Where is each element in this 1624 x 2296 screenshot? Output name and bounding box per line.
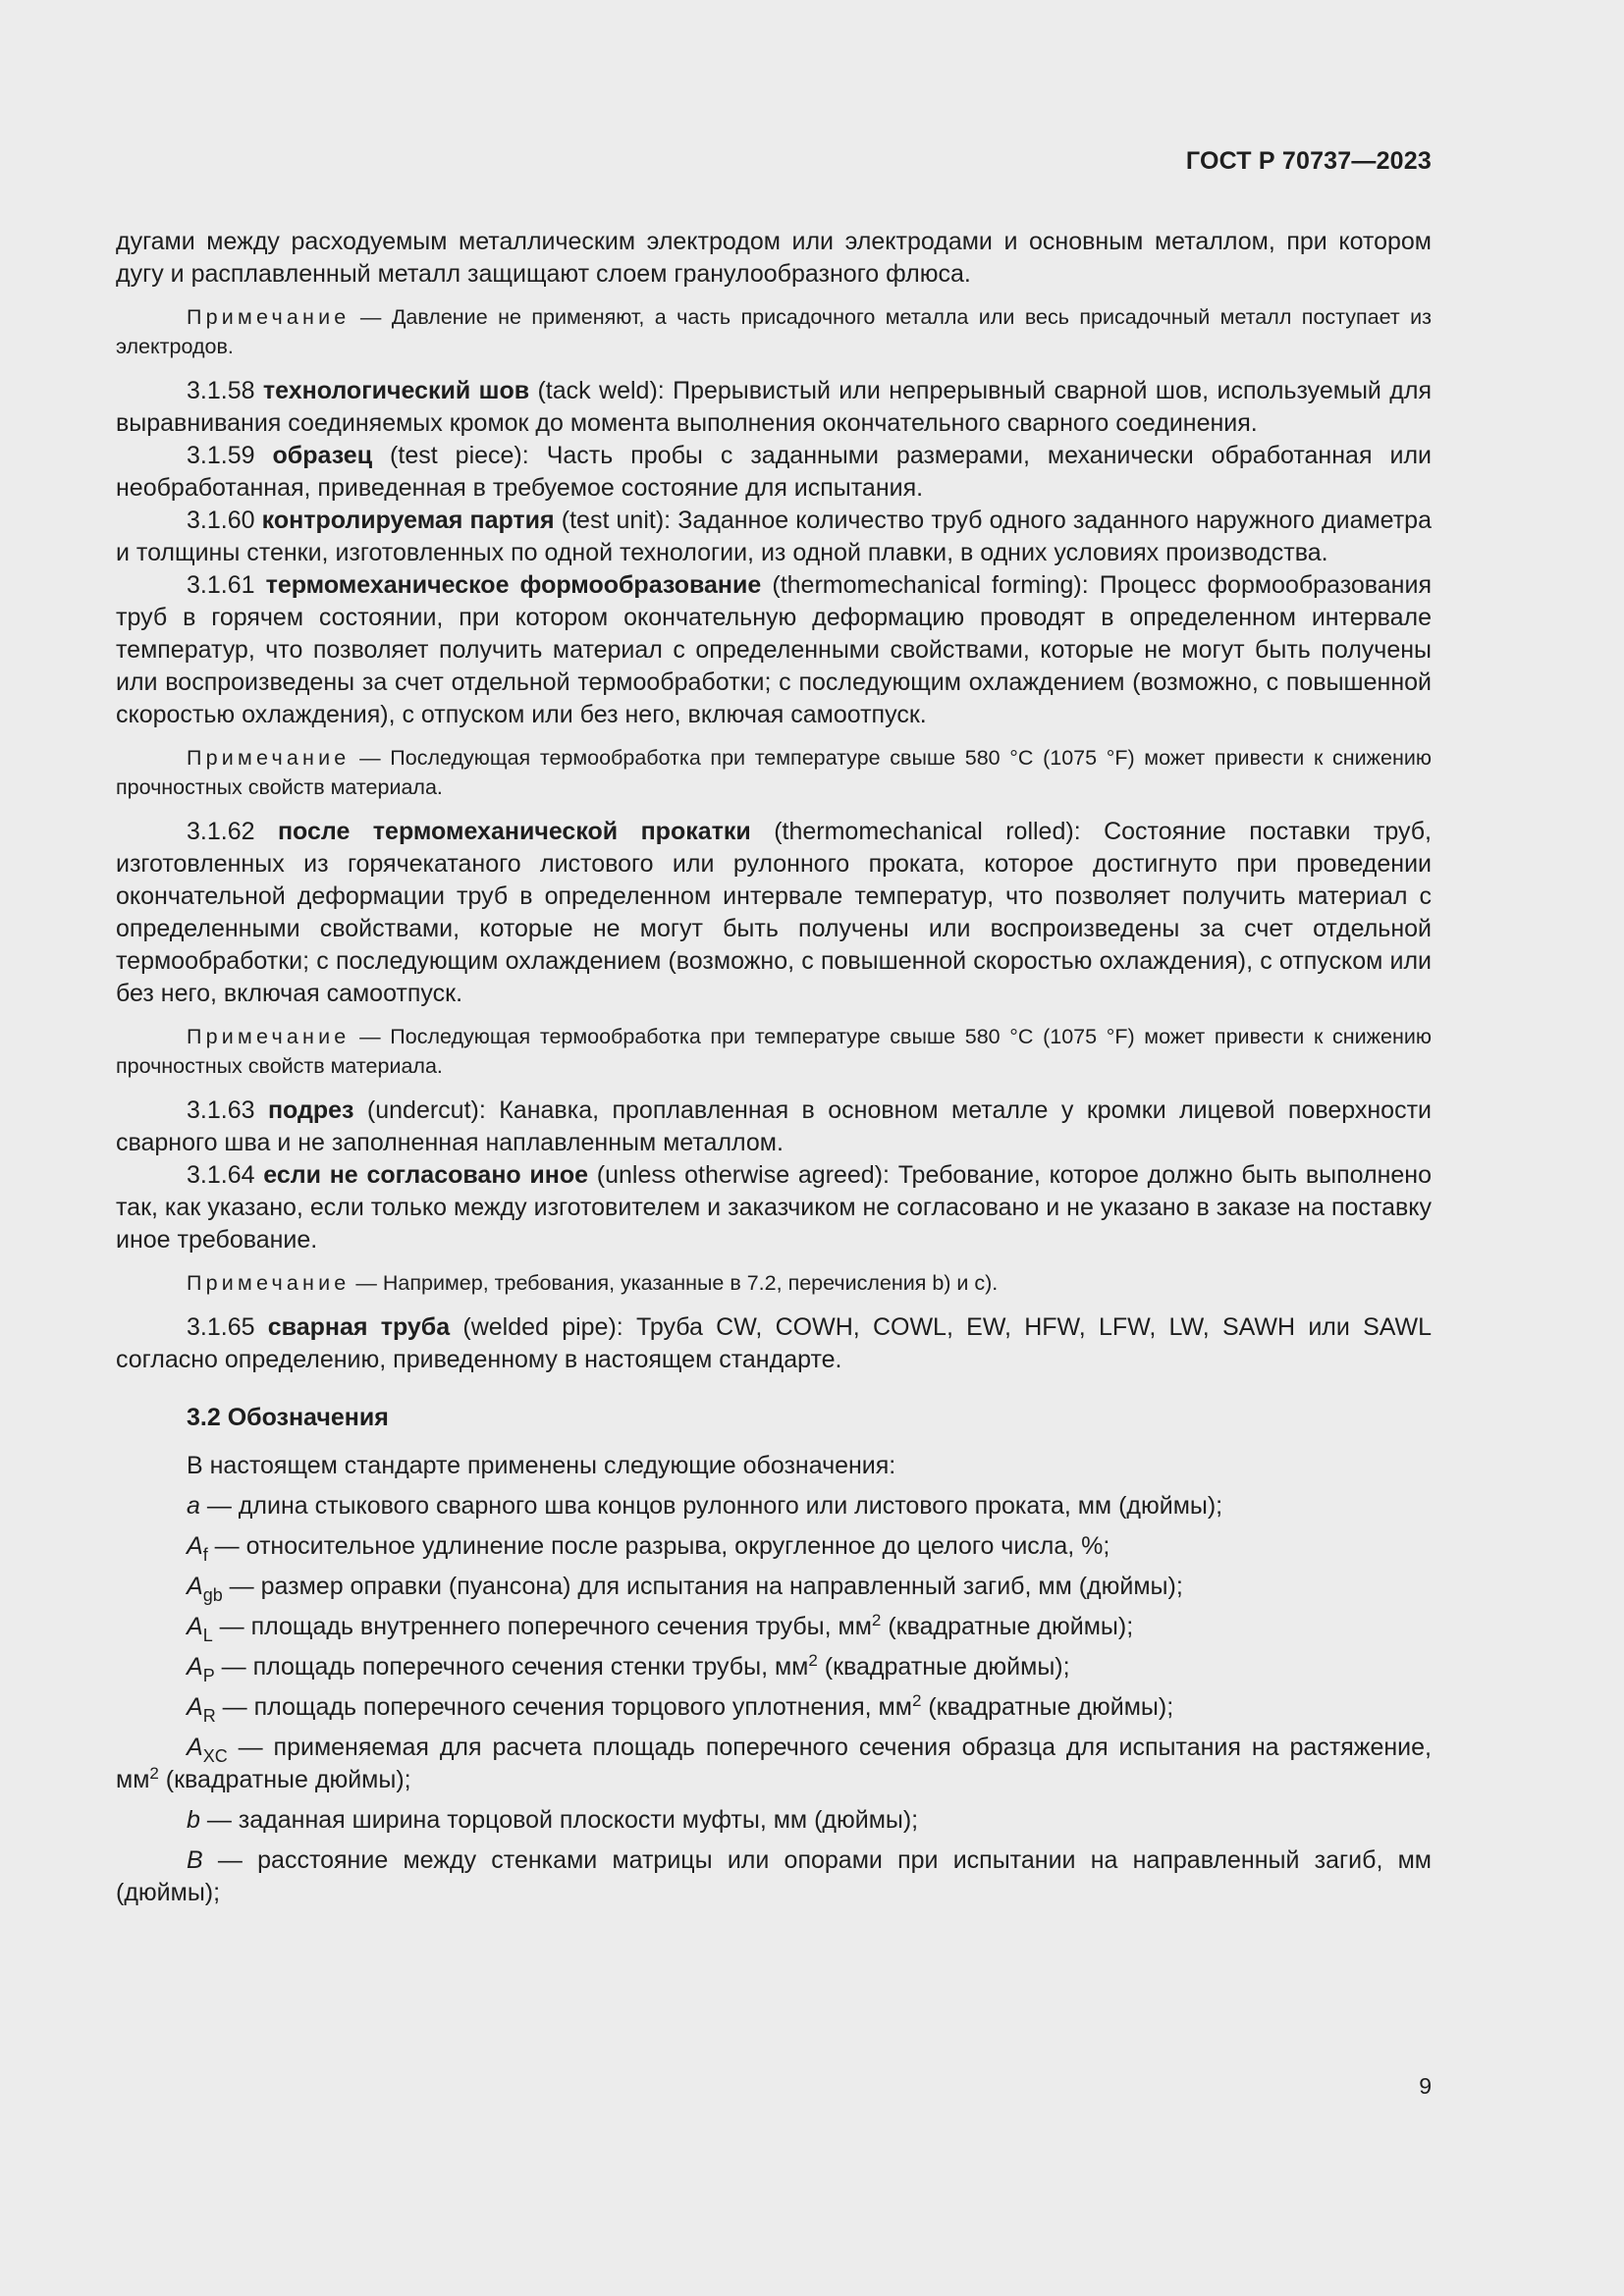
symbol-definition: — расстояние между стенками матрицы или опорами при испытании на направленный загиб, мм (дюймы); — [116, 1846, 1432, 1906]
symbol-definition: — площадь внутреннего поперечного сечения трубы, мм — [212, 1613, 872, 1640]
intro-continuation-text: дугами между расходуемым металлическим электродом или электродами и основным металлом, при котором дугу и расплавленный металл защищают слоем гранулообразного флюса. — [116, 228, 1432, 288]
page-content — [116, 226, 1432, 1909]
term-title: контролируемая партия — [261, 507, 555, 534]
symbol: a — [187, 1492, 200, 1520]
note-3 — [116, 1022, 1432, 1081]
symbol-definition-tail: (квадратные дюймы); — [921, 1693, 1174, 1721]
symbol-item — [116, 1691, 1432, 1724]
symbol-subscript: R — [202, 1706, 216, 1726]
symbol-superscript: 2 — [149, 1764, 159, 1783]
symbol-item — [116, 1571, 1432, 1603]
note-label: Примечание — [187, 1025, 351, 1048]
symbol-definition-tail: (квадратные дюймы); — [881, 1613, 1134, 1640]
section-heading: 3.2 Обозначения — [187, 1404, 389, 1431]
symbol-item — [116, 1804, 1432, 1837]
symbol: A — [187, 1573, 203, 1600]
note-dash: — — [350, 305, 392, 329]
document-page — [116, 0, 1432, 2296]
note-text: Последующая термообработка при температуре свыше 580 °С (1075 °F) может привести к снижению прочностных свойств материала. — [116, 1025, 1432, 1078]
symbol-item — [116, 1651, 1432, 1683]
symbol-definition-tail: (квадратные дюймы); — [158, 1766, 411, 1793]
term-definition: (unless otherwise agreed): Требование, которое должно быть выполнено так, как указано, если только между изготовителем и заказчиком не согласовано и не указано в заказе на поставку иное требование. — [116, 1161, 1432, 1254]
symbol-superscript: 2 — [808, 1651, 818, 1670]
symbol: A — [187, 1613, 203, 1640]
term-3-1-64 — [116, 1159, 1432, 1256]
term-title: технологический шов — [262, 377, 530, 404]
term-number: 3.1.63 — [187, 1096, 268, 1124]
term-number: 3.1.59 — [187, 442, 273, 469]
symbol-item — [116, 1611, 1432, 1643]
symbol-subscript: XC — [202, 1746, 228, 1766]
term-title: после термомеханической прокатки — [277, 818, 751, 845]
note-label: Примечание — [187, 1271, 351, 1295]
note-label: Примечание — [187, 305, 351, 329]
symbol-definition: — применяемая для расчета площадь поперечного сечения образца для испытания на растяжение, мм — [116, 1734, 1432, 1793]
term-3-1-60 — [116, 505, 1432, 569]
term-number: 3.1.62 — [187, 818, 278, 845]
symbol-subscript: L — [202, 1626, 213, 1645]
symbol: A — [187, 1734, 203, 1761]
symbol-subscript: P — [202, 1666, 215, 1685]
term-number: 3.1.61 — [187, 571, 266, 599]
term-definition: (undercut): Канавка, проплавленная в основном металле у кромки лицевой поверхности сварного шва и не заполненная наплавленным металлом. — [116, 1096, 1432, 1156]
symbol-item — [116, 1732, 1432, 1796]
term-definition: (test unit): Заданное количество труб одного заданного наружного диаметра и толщины стенки, изготовленных по одной технологии, из одной плавки, в одних условиях производства. — [116, 507, 1432, 566]
symbol-definition: — площадь поперечного сечения торцового уплотнения, мм — [215, 1693, 912, 1721]
term-3-1-65 — [116, 1311, 1432, 1376]
term-3-1-63 — [116, 1095, 1432, 1159]
document-number-header: ГОСТ Р 70737—2023 — [1185, 147, 1432, 175]
symbol-subscript: f — [202, 1545, 208, 1565]
term-definition: (thermomechanical forming): Процесс формообразования труб в горячем состоянии, при котором окончательную деформацию проводят в определенном интервале температур, что позволяет получить материал с определенными свойствами, которые не могут быть получены или воспроизведены за счет отдельной термообработки; с последующим охлаждением (возможно, с повышенной скоростью охлаждения), с отпуском или без него, включая самоотпуск. — [116, 571, 1432, 728]
symbol-definition: — длина стыкового сварного шва концов рулонного или листового проката, мм (дюймы); — [199, 1492, 1223, 1520]
symbol-subscript: gb — [202, 1585, 223, 1605]
term-3-1-62 — [116, 816, 1432, 1010]
term-title: подрез — [267, 1096, 354, 1124]
term-definition: (test piece): Часть пробы с заданными размерами, механически обработанная или необработанная, приведенная в требуемое состояние для испытания. — [116, 442, 1432, 502]
note-dash: — — [350, 746, 391, 770]
term-title: сварная труба — [267, 1313, 451, 1341]
term-number: 3.1.65 — [187, 1313, 268, 1341]
term-number: 3.1.58 — [187, 377, 263, 404]
term-title: термомеханическое формообразование — [265, 571, 762, 599]
term-definition: (thermomechanical rolled): Состояние поставки труб, изготовленных из горячекатаного листового или рулонного проката, которое достигнуто при проведении окончательной деформации труб в определенном интервале температур, что позволяет получить материал с определенными свойствами, которые не могут быть получены или воспроизведены за счет отдельной термообработки; с последующим охлаждением (возможно, с повышенной скоростью охлаждения), с отпуском или без него, включая самоотпуск. — [116, 818, 1433, 1007]
term-definition: (welded pipe): Труба CW, COWH, COWL, EW, HFW, LFW, LW, SAWH или SAWL согласно определению, приведенному в настоящем стандарте. — [116, 1313, 1433, 1373]
note-label: Примечание — [187, 746, 351, 770]
symbol: A — [187, 1532, 203, 1560]
term-title: образец — [272, 442, 373, 469]
note-2 — [116, 743, 1432, 802]
term-definition: (tack weld): Прерывистый или непрерывный сварной шов, используемый для выравнивания соединяемых кромок до момента выполнения окончательного сварного соединения. — [116, 377, 1432, 437]
note-text: Давление не применяют, а часть присадочного металла или весь присадочный металл поступает из электродов. — [116, 305, 1432, 358]
note-text: Последующая термообработка при температуре свыше 580 °С (1075 °F) может привести к снижению прочностных свойств материала. — [116, 746, 1432, 799]
symbols-list — [116, 1450, 1432, 1909]
symbols-intro: В настоящем стандарте применены следующие обозначения: — [187, 1452, 896, 1479]
symbol-definition-tail: (квадратные дюймы); — [817, 1653, 1070, 1681]
term-number: 3.1.60 — [187, 507, 262, 534]
note-4 — [116, 1268, 1432, 1298]
note-text: Например, требования, указанные в 7.2, перечисления b) и с). — [382, 1271, 999, 1295]
symbol: b — [187, 1806, 200, 1834]
symbol-definition: — площадь поперечного сечения стенки трубы, мм — [214, 1653, 809, 1681]
symbol-item — [116, 1844, 1432, 1909]
symbol-definition: — размер оправки (пуансона) для испытания на направленный загиб, мм (дюймы); — [222, 1573, 1183, 1600]
term-3-1-59 — [116, 440, 1432, 505]
note-dash: — — [350, 1271, 383, 1295]
page-number: 9 — [1419, 2073, 1432, 2099]
term-3-1-58 — [116, 375, 1432, 440]
symbol-superscript: 2 — [871, 1611, 882, 1629]
note-1 — [116, 302, 1432, 361]
symbol: A — [187, 1653, 203, 1681]
term-number: 3.1.64 — [187, 1161, 264, 1189]
note-dash: — — [350, 1025, 391, 1048]
symbol-item — [116, 1490, 1432, 1522]
symbol-superscript: 2 — [911, 1691, 922, 1710]
symbol-item — [116, 1530, 1432, 1563]
symbol: B — [187, 1846, 203, 1874]
symbol: A — [187, 1693, 203, 1721]
symbol-definition: — заданная ширина торцовой плоскости муфты, мм (дюймы); — [199, 1806, 919, 1834]
symbol-definition: — относительное удлинение после разрыва, округленное до целого числа, %; — [207, 1532, 1110, 1560]
term-3-1-61 — [116, 569, 1432, 731]
term-title: если не согласовано иное — [263, 1161, 589, 1189]
